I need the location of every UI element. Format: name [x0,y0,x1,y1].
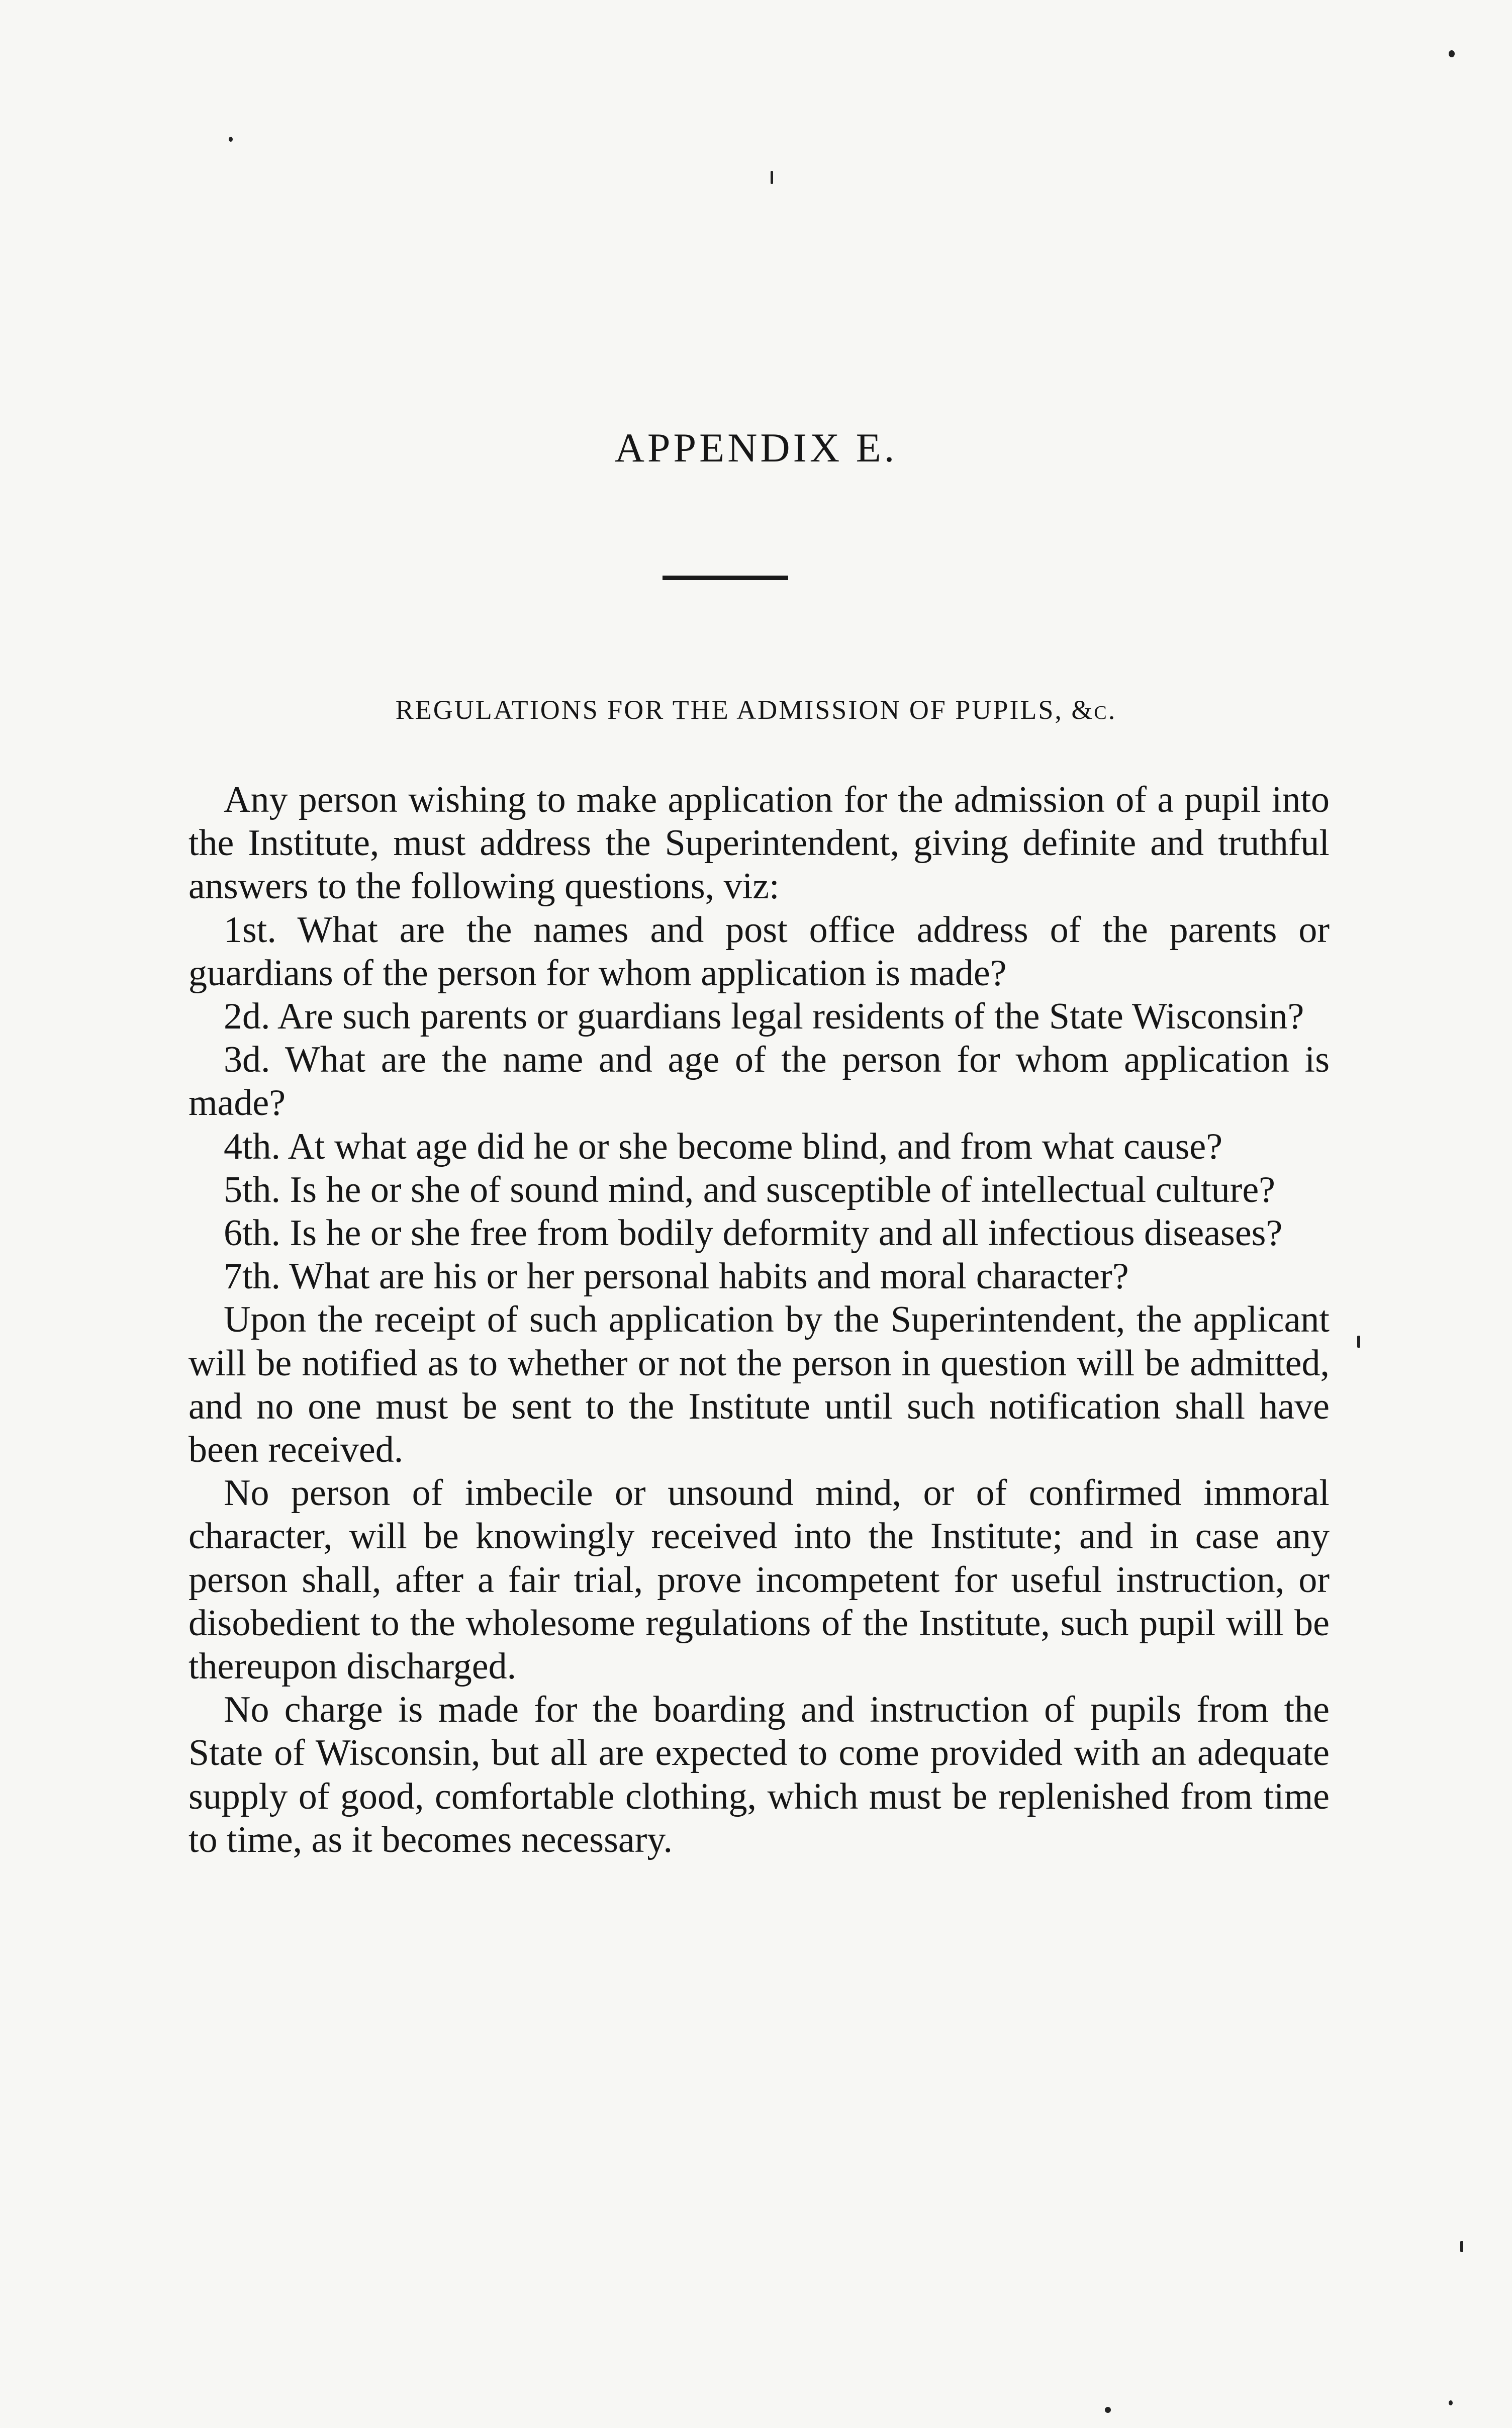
charges-paragraph: No charge is made for the boarding and instruction of pupils from the State of Wisconsin, but all are expected to come provided with an adequate supply of good, comfortable clothing, which must be replenished from time to time, as it becomes necessary. [188,1689,1330,1860]
scan-speck [771,171,773,184]
scan-speck [1357,1336,1360,1348]
appendix-title: APPENDIX E. [614,425,898,471]
title-rule [663,576,788,580]
intro-paragraph: Any person wishing to make application for the admission of a pupil into the Institute, must address the Superintendent, giving definite and truthful answers to the following questions, viz: [188,779,1330,907]
notification-paragraph: Upon the receipt of such application by the Superintendent, the applicant will be notified as to whether or not the person in question will be admitted, and no one must be sent to the Institute until such notification shall have been received. [188,1299,1330,1471]
question-3: 3d. What are the name and age of the person for whom application is made? [188,1039,1330,1124]
scan-speck [1449,50,1455,57]
scan-speck [1460,2241,1463,2252]
admission-restriction-paragraph: No person of imbecile or unsound mind, or of confirmed immoral character, will be knowingly received into the Institute; and in case any person shall, after a fair trial, prove incompetent for useful instruction, or disobedient to the wholesome regulations of the Institute, such pupil will be thereupon discharged. [188,1472,1330,1688]
scan-speck [1105,2407,1111,2413]
question-2: 2d. Are such parents or guardians legal residents of the State Wisconsin? [224,996,1304,1038]
question-7: 7th. What are his or her personal habits and moral character? [224,1256,1129,1297]
regulations-body [188,778,1330,1861]
question-5: 5th. Is he or she of sound mind, and susceptible of intellectual culture? [224,1169,1276,1210]
scan-speck [1449,2400,1453,2405]
regulations-heading: REGULATIONS FOR THE ADMISSION OF PUPILS, &c. [395,695,1117,725]
question-1: 1st. What are the names and post office address of the parents or guardians of the person for whom application is made? [188,909,1330,994]
question-6: 6th. Is he or she free from bodily deformity and all infectious diseases? [224,1212,1283,1254]
scan-speck [229,137,233,142]
question-4: 4th. At what age did he or she become blind, and from what cause? [224,1126,1223,1167]
